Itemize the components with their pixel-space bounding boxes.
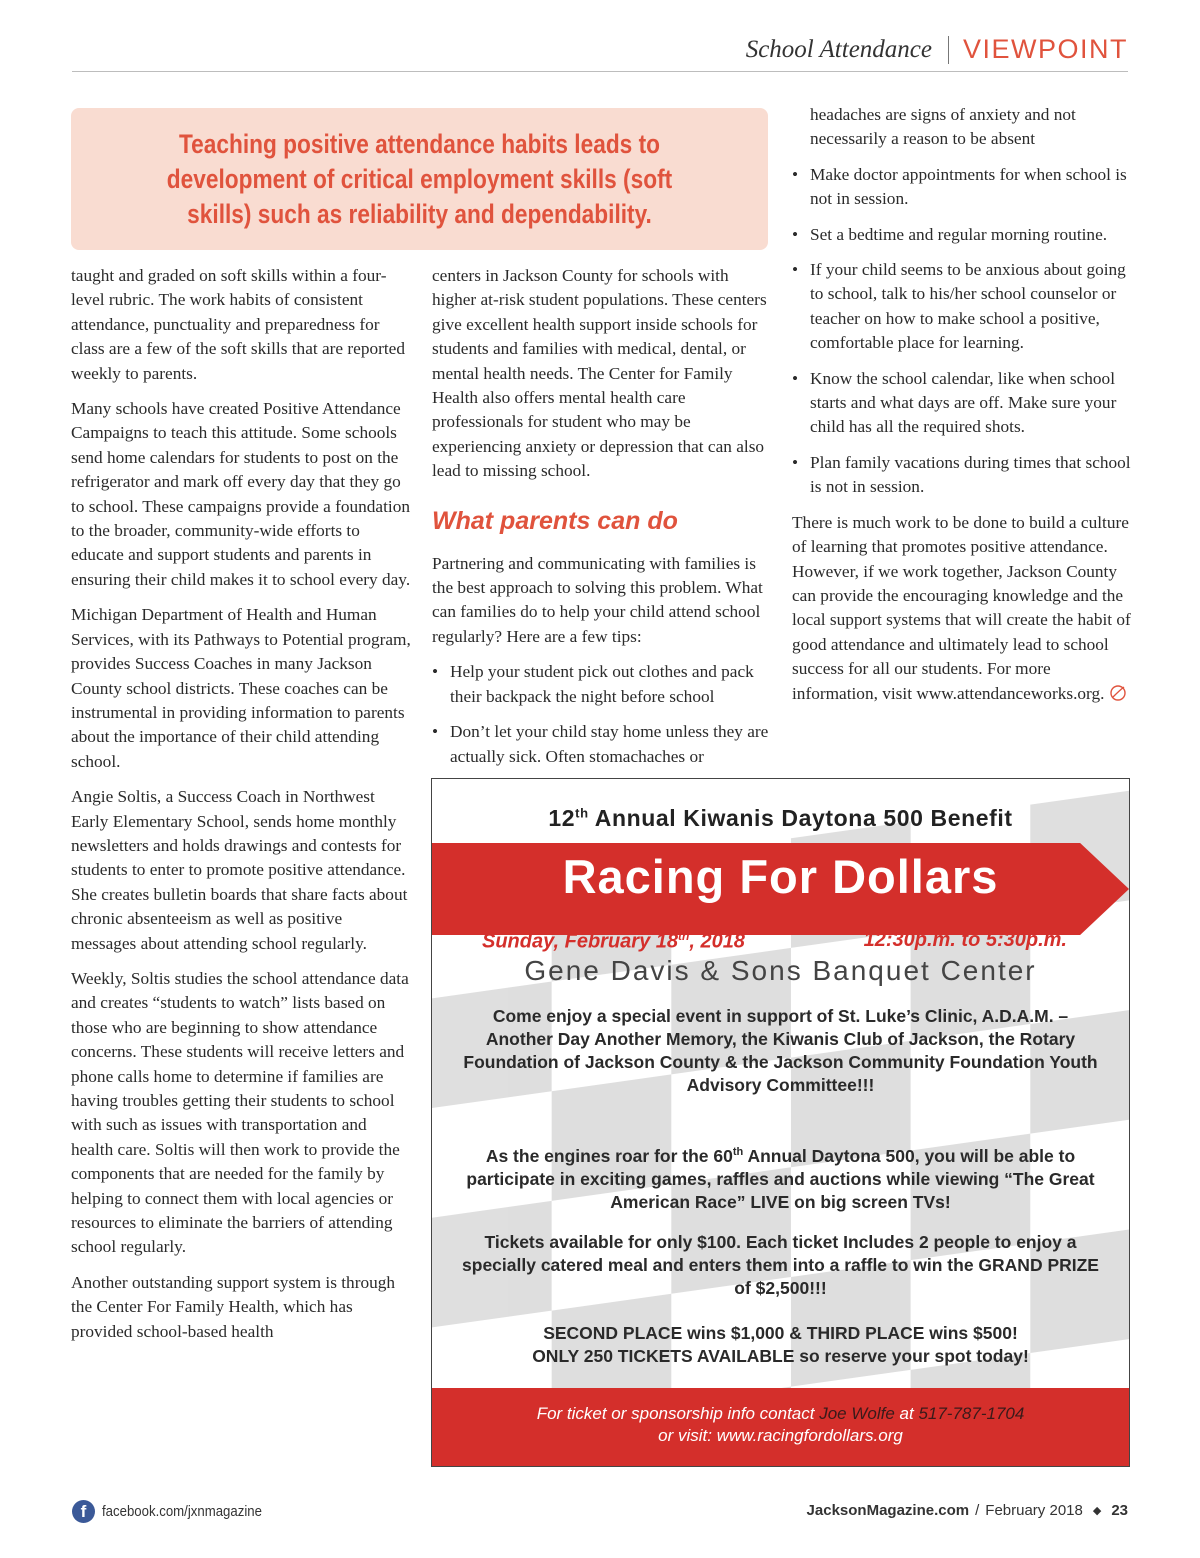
paragraph: Michigan Department of Health and Human Services, with its Pathways to Potential program, provides Success Coaches in many Jackson County school districts. These coaches can be instrumental in providing information to parents about the importance of their child attending school.: [71, 605, 411, 771]
event-date-time: [482, 929, 1067, 954]
paragraph: Angie Soltis, a Success Coach in Northwest Early Elementary School, sends home monthly newsletters and holds drawings and contests for students to enter to promote positive attendance. She creates bulletin boards that share facts about chronic absenteeism as well as positive messages about attending school regularly.: [71, 787, 408, 953]
ad-headline: 12th Annual Kiwanis Daytona 500 Benefit: [548, 805, 1013, 831]
paragraph: taught and graded on soft skills within a four-level rubric. The work habits of consistent attendance, punctuality and preparedness for class are a few of the soft skills that are reported weekly to parents.: [71, 266, 405, 383]
tips-list: [432, 660, 772, 769]
article-column-3: [792, 103, 1132, 717]
list-item: • Don’t let your child stay home unless they are actually sick. Often stomachaches or: [432, 720, 772, 769]
closing-text: There is much work to be done to build a culture of learning that promotes positive attendance. However, if we work together, Jackson County can provide the encouraging knowledge and the local support systems that will create the habit of good attendance and ultimately lead to school success for all our students. For more information, visit www.attendanceworks.org.: [792, 512, 1131, 703]
pull-quote-box: [71, 108, 768, 250]
ad-paragraph-engines: As the engines roar for the 60th Annual Daytona 500, you will be able to participate in exciting games, raffles and auctions while viewing “The Great American Race” LIVE on big screen TVs!: [466, 1145, 1095, 1212]
category-label: VIEWPOINT: [962, 34, 1128, 64]
page-number: 23: [1111, 1502, 1128, 1519]
paragraph: Many schools have created Positive Attendance Campaigns to teach this attitude. Some schools send home calendars for students to post on the refrigerator and mark off every day that they go to school. These campaigns provide a foundation to the broader, community-wide efforts to educate and support students and parents in ensuring their child makes it to school every day.: [71, 399, 411, 589]
header-divider: [948, 36, 949, 64]
list-item: • If your child seems to be anxious about going to school, talk to his/her school counselor or teacher on how to make school a positive, comfortable place for learning.: [792, 258, 1132, 356]
list-item: • Know the school calendar, like when school starts and what days are off. Make sure your child has all the required shots.: [792, 367, 1132, 440]
article-column-1: [71, 264, 411, 1355]
event-venue: Gene Davis & Sons Banquet Center: [524, 955, 1037, 986]
ad-paragraph-support: Come enjoy a special event in support of St. Luke’s Clinic, A.D.A.M. – Another Day Another Memory, the Kiwanis Club of Jackson, the Rotary Foundation of Jackson County & the Jackson Community Foundation Youth Advisory Committee!!!: [463, 1006, 1098, 1095]
facebook-link[interactable]: [72, 1500, 284, 1523]
section-title: School Attendance: [745, 35, 932, 63]
facebook-url: facebook.com/jxnmagazine: [102, 1503, 262, 1520]
list-item: • Set a bedtime and regular morning routine.: [792, 223, 1132, 247]
facebook-icon: f: [72, 1500, 95, 1523]
event-title: Racing For Dollars: [562, 850, 999, 903]
availability-line: ONLY 250 TICKETS AVAILABLE so reserve your spot today!: [532, 1346, 1029, 1366]
event-advertisement: [431, 778, 1130, 1467]
contact-name: Joe Wolfe: [819, 1404, 895, 1423]
paragraph: Partnering and communicating with families is the best approach to solving this problem. What can families do to help your child attend school regularly? Here are a few tips:: [432, 553, 763, 646]
closing-paragraph: [792, 511, 1132, 706]
ad-contact-info: For ticket or sponsorship info contact Joe Wolfe at 517-787-1704 or visit: www.racingfordollars.org: [432, 1403, 1129, 1447]
subhead: What parents can do: [432, 506, 678, 535]
ad-paragraph-prizes: [462, 1322, 1099, 1368]
ad-website: or visit: www.racingfordollars.org: [658, 1426, 903, 1445]
article-column-2: [432, 264, 772, 780]
contact-phone: 517-787-1704: [918, 1404, 1025, 1423]
paragraph: headaches are signs of anxiety and not necessarily a reason to be absent: [810, 105, 1076, 149]
ad-paragraph-tickets: Tickets available for only $100. Each ticket Includes 2 people to enjoy a specially catered meal and enters them into a raffle to win the GRAND PRIZE of $2,500!!!: [462, 1232, 1099, 1298]
page-footer: [72, 1500, 1128, 1524]
list-item: • Help your student pick out clothes and pack their backpack the night before school: [432, 660, 772, 709]
event-time: 12:30p.m. to 5:30p.m.: [863, 929, 1067, 951]
paragraph: centers in Jackson County for schools with higher at-risk student populations. These centers give excellent health support inside schools for students and families with medical, dental, or mental health needs. The Center for Family Health also offers mental health care professionals for student who may be experiencing anxiety or depression that can also lead to missing school.: [432, 266, 767, 481]
issue-date: February 2018: [985, 1502, 1083, 1519]
site-name: JacksonMagazine.com: [806, 1502, 970, 1519]
pull-quote-text: Teaching positive attendance habits leads to development of critical employment skills (soft skills) such as reliability and dependability.: [166, 128, 673, 229]
running-header: [746, 34, 1128, 65]
end-mark-icon: [1108, 683, 1128, 703]
paragraph: Weekly, Soltis studies the school attendance data and creates “students to watch” lists based on those who are beginning to show attendance concerns. These students will receive letters and phone calls home to determine if families are having troubles getting their students to school with such as issues with transportation and health care. Soltis will then work to provide the components that are needed for the family by helping to connect them with local agencies or resources to eliminate the barriers of attending school regularly.: [71, 968, 409, 1257]
paragraph: Another outstanding support system is through the Center For Family Health, which has provided school-based health: [71, 1272, 396, 1341]
list-item: • Plan family vacations during times that school is not in session.: [792, 451, 1132, 500]
list-item: • Make doctor appointments for when school is not in session.: [792, 163, 1132, 212]
tips-list: [792, 163, 1132, 500]
diamond-icon: ◆: [1092, 1505, 1102, 1517]
prize-line: SECOND PLACE wins $1,000 & THIRD PLACE wins $500!: [543, 1323, 1018, 1343]
header-rule: [72, 71, 1128, 72]
event-date: Sunday, February 18th, 2018: [482, 929, 745, 953]
separator: /: [975, 1502, 980, 1519]
publication-info: [807, 1502, 1128, 1519]
